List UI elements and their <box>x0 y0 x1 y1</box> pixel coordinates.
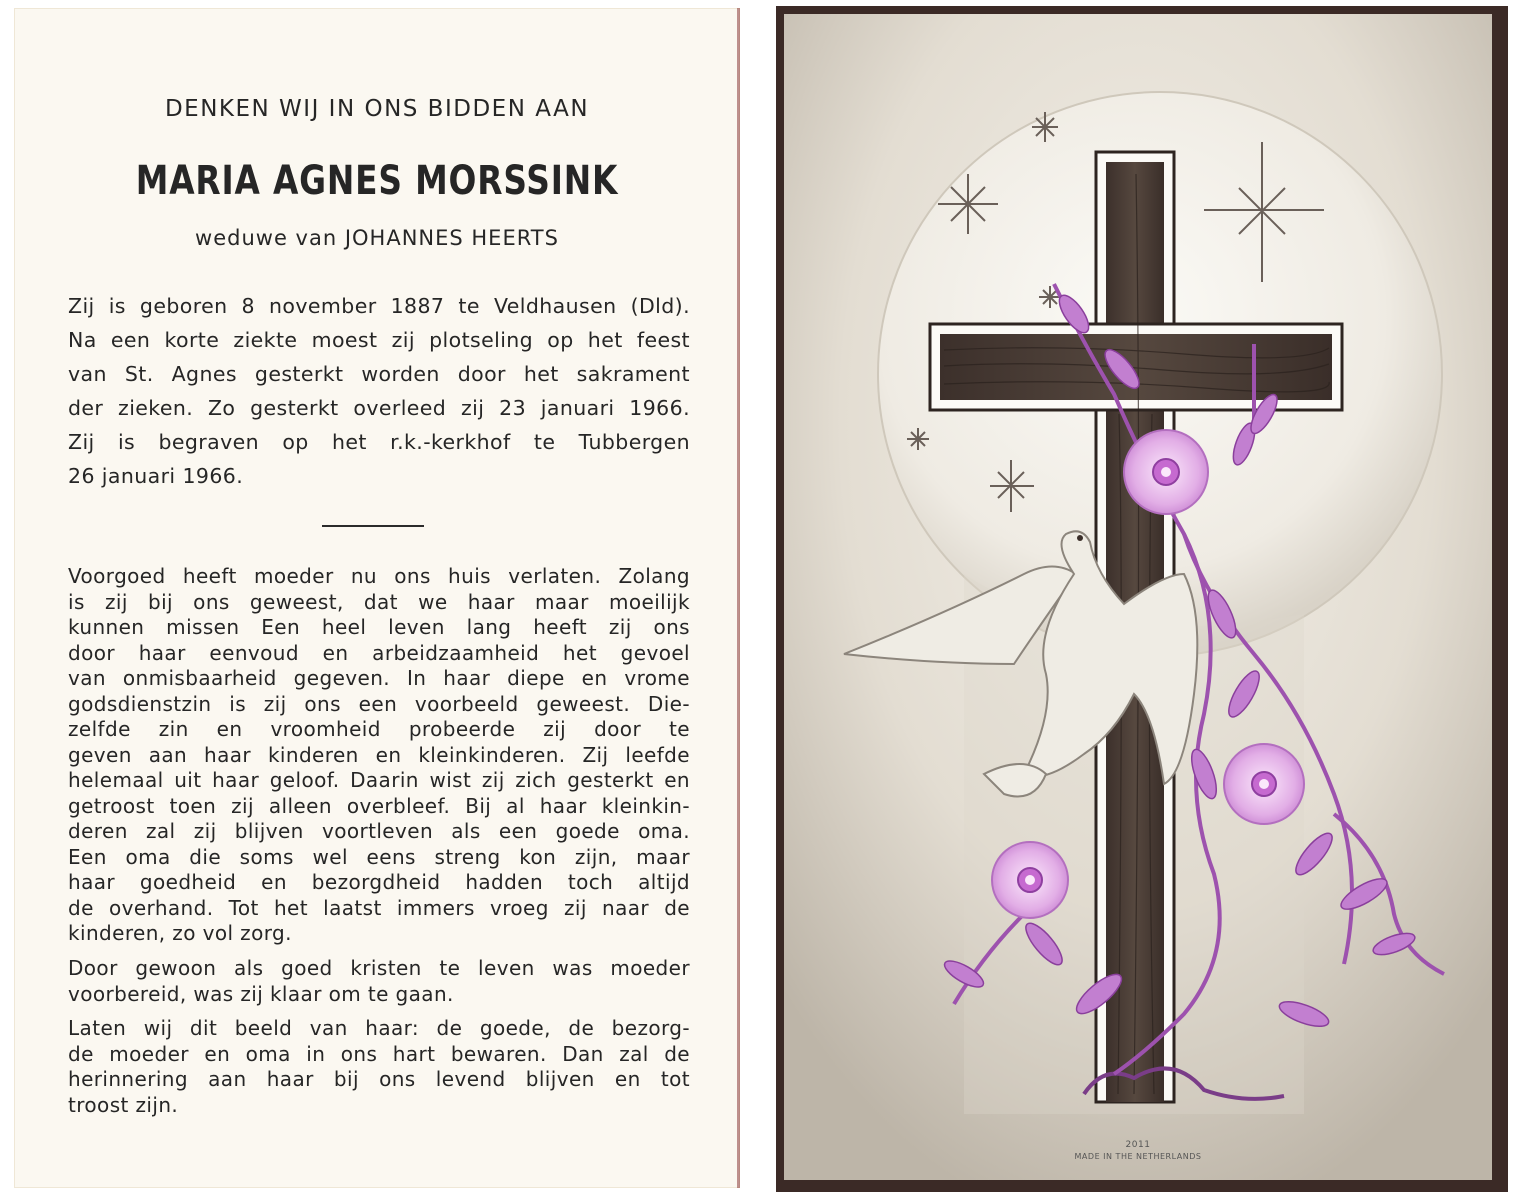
memorial-line: is zij bij ons geweest, dat we haar maar moeilijk <box>68 589 690 614</box>
preparation-line: Door gewoon als goed kristen te leven was moeder <box>68 956 690 980</box>
illustration-panel <box>784 14 1492 1180</box>
memorial-line: zelfde zin en vroomheid probeerde zij door te <box>68 717 690 741</box>
imprint-text: MADE IN THE NETHERLANDS <box>1074 1152 1202 1161</box>
card-edge <box>737 8 740 1188</box>
closing-line: de moeder en oma in ons hart bewaren. Dan zal de <box>68 1041 690 1066</box>
memorial-line: Een oma die soms wel eens streng kon zijn, maar <box>68 844 690 869</box>
memorial-line: door haar eenvoud en arbeidzaamheid het gevoel <box>68 640 690 665</box>
biography-line: van St. Agnes gesterkt worden door het sakrament <box>68 362 690 386</box>
biography-line: Zij is begraven op het r.k.-kerkhof te Tubbergen <box>68 430 690 454</box>
memorial-line: haar goedheid en bezorgdheid hadden toch altijd <box>68 870 690 894</box>
memorial-line: Voorgoed heeft moeder nu ons huis verlaten. Zolang <box>68 564 690 588</box>
cross-dove-flowers-illustration <box>784 14 1492 1180</box>
card-heading: DENKEN WIJ IN ONS BIDDEN AAN <box>164 96 590 122</box>
biography-paragraph <box>68 289 690 493</box>
closing-line: Laten wij dit beeld van haar: de goede, de bezorg- <box>68 1016 690 1040</box>
deceased-name: MARIA AGNES MORSSINK <box>135 158 619 204</box>
preparation-line: voorbereid, was zij klaar om te gaan. <box>68 981 454 1006</box>
closing-line: troost zijn. <box>68 1092 179 1117</box>
memorial-line: helemaal uit haar geloof. Daarin wist zij zich gesterkt en <box>68 768 690 792</box>
memorial-line: de overhand. Tot het laatst immers vroeg zij naar de <box>68 895 690 920</box>
closing-line: herinnering aan haar bij ons levend blijven en tot <box>68 1067 690 1091</box>
memorial-line: van onmisbaarheid gegeven. In haar diepe en vrome <box>68 666 690 690</box>
memorial-paragraph <box>68 564 690 947</box>
devotional-image-card <box>776 6 1508 1192</box>
section-divider <box>322 525 424 527</box>
closing-paragraph <box>68 1016 690 1118</box>
memorial-line: kunnen missen Een heel leven lang heeft zij ons <box>68 615 690 639</box>
dove-eye <box>1077 535 1083 541</box>
flower <box>1224 744 1304 824</box>
biography-line: Na een korte ziekte moest zij plotseling op het feest <box>68 328 690 352</box>
biography-line: der zieken. Zo gesterkt overleed zij 23 januari 1966. <box>68 396 690 420</box>
memorial-line: godsdienstzin is zij ons een voorbeeld geweest. Die- <box>68 691 690 716</box>
memorial-text-card <box>14 8 740 1188</box>
preparation-paragraph <box>68 956 690 1007</box>
memorial-line: geven aan haar kinderen en kleinkinderen. Zij leefde <box>68 742 690 767</box>
memorial-line: deren zal zij blijven voortleven als een goede oma. <box>68 819 690 843</box>
biography-line: Zij is geboren 8 november 1887 te Veldhausen (Dld). <box>68 294 690 318</box>
flower <box>992 842 1068 918</box>
imprint-number: 2011 <box>1125 1140 1151 1150</box>
biography-line: 26 januari 1966. <box>68 464 244 488</box>
flower <box>1124 430 1208 514</box>
memorial-line: getroost toen zij alleen overbleef. Bij al haar kleinkin- <box>68 793 690 818</box>
widow-of-line: weduwe van JOHANNES HEERTS <box>195 226 559 250</box>
memorial-line: kinderen, zo vol zorg. <box>68 921 292 945</box>
